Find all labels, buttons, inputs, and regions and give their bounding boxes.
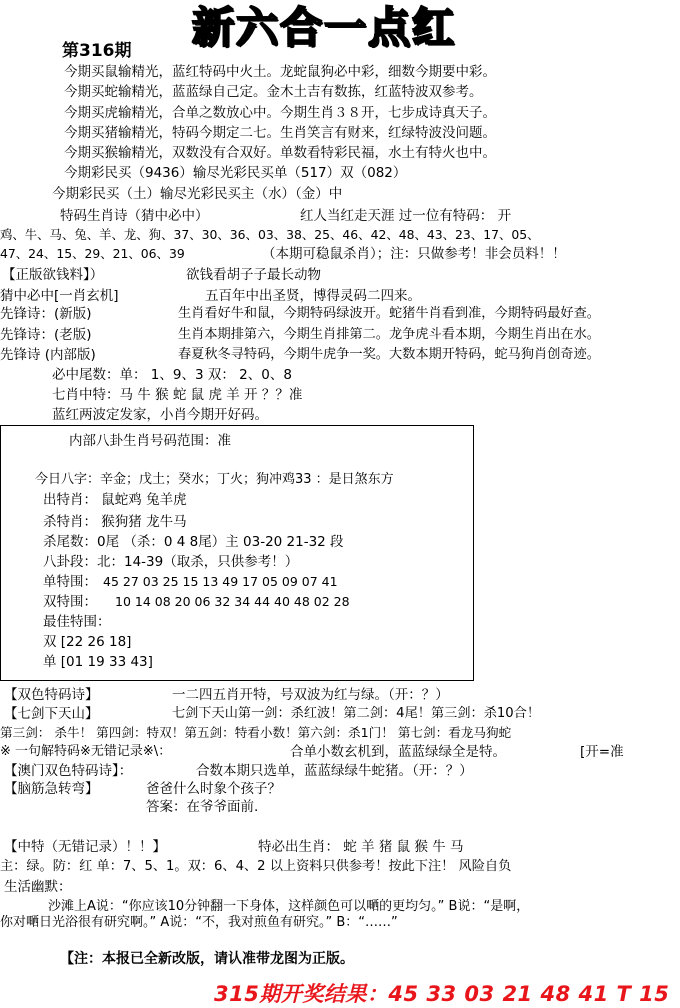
zhu-line: 主：绿。防：红 单：7、5、1。双：6、4、2 以上资料只供参考！按此下注！ 风险自负 [0,859,512,874]
verse-line: 今期买猪输精光，特码今期定二七。生肖笑言有财来，红绿特波没问题。 [64,125,496,141]
best-dan: 单 [01 19 33 43] [43,654,153,670]
dan-label: 单特围： [43,574,97,590]
shawei-line: 杀尾数：0尾 （杀：0 4 8尾）主 03-20 21-32 段 [43,534,344,550]
xianfeng-label: 先锋诗 (内部版) [0,347,96,363]
numbers-line: 鸡、牛、马、兔、羊、龙、狗、37、30、36、03、38、25、46、42、48、43、23、17、05、 [0,227,540,242]
bazi-line: 今日八字：辛金；戊土；癸水；丁火；狗冲鸡33 ：是日煞东方 [35,472,394,487]
xianfeng-text: 生肖本期排第六，今期生肖排第二。龙争虎斗看本期，今期生肖出在水。 [178,327,600,342]
xianfeng-text: 生肖看好牛和鼠，今期特码绿波开。蛇猪牛肖看到准，今期特码最好查。 [178,306,600,321]
blue-red-verse: 蓝红两波定发家，小肖今期开好码。 [52,407,268,423]
shuangse-text: 一二四五肖开特，号双波为红与绿。（开：？） [172,687,449,703]
numbers-line: 47、24、15、29、21、06、39 [0,246,185,261]
bagua-line: 八卦段：北：14-39（取杀，只供参考！） [43,554,299,570]
yiju-result: [开=准 [580,744,624,760]
chu-line: 出特肖： 鼠蛇鸡 兔羊虎 [43,492,187,508]
qijian-text: 七剑下天山第一剑：杀红波！第二剑：4尾！第三剑：杀10合！ [172,706,541,721]
verse-line: 今期彩民买（土）输尽光彩民买主（水）（金）中 [52,186,343,202]
brain-question: 爸爸什么时象个孩子？ [146,781,281,797]
yiju-label: ※ 一句解特码※无错记录※\： [0,744,172,759]
guess-text: 五百年中出圣贤，博得灵码二四来。 [205,288,421,304]
zhongte-label: 【中特（无错记录）！！】 [4,839,166,855]
guess-label: 猜中必中[一肖玄机] [0,288,119,304]
verse-line: 今期买鼠输精光，蓝红特码中火土。龙蛇鼠狗必中彩，细数今期要中彩。 [64,64,496,80]
sha-line: 杀特肖： 猴狗猪 龙牛马 [43,514,187,530]
zhengban-text: 欲钱看胡子子最长动物 [186,267,321,283]
shuangse-label: 【双色特码诗】 [4,687,99,703]
notice-line: 【注：本报已全新改版，请认准带龙图为正版。 [60,951,354,967]
macau-text: 合数本期只选单，蓝蓝绿绿牛蛇猪。（开：？） [196,763,473,779]
zhengban-label: 【正版欲钱料】） [2,267,104,283]
box-title: 内部八卦生肖号码范围：准 [69,433,231,449]
best-label: 最佳特围： [43,614,111,630]
shuang-numbers: 10 14 08 20 06 32 34 44 40 48 02 28 [115,594,350,609]
shuang-label: 双特围： [43,594,97,610]
zhongte-text: 特必出生肖： 蛇 羊 猪 鼠 猴 牛 马 [258,839,464,855]
dan-numbers: 45 27 03 25 15 13 49 17 05 09 07 41 [103,574,338,589]
xianfeng-label: 先锋诗：(新版) [0,306,92,322]
brain-answer: 答案：在爷爷面前. [146,799,259,815]
page-title: 新六合一点红 [192,3,457,52]
qijian-line: 第三剑： 杀牛！ 第四剑：特双！第五剑：特看小数！第六剑：杀1门！ 第七剑：看龙马狗蛇 [0,725,512,740]
bagua-box [0,425,474,681]
best-shuang: 双 [22 26 18] [43,634,132,650]
macau-label: 【澳门双色特码诗】： [4,763,133,779]
brain-label: 【脑筋急转弯】 [4,781,99,797]
special-verse-label: 特码生肖诗（猜中必中） [60,208,209,224]
life-label: 生活幽默： [4,879,72,895]
yiju-text: 合单小数玄机到，蓝蓝绿绿全是特。 [290,744,506,760]
verse-line: 今期买猴输精光，双数没有合双好。单数看特彩民福，水土有特火也中。 [64,145,496,161]
joke-line: 你对嗮日光浴很有研究啊。” A说：“不，我对煎鱼有研究。” B：“……” [0,915,398,930]
issue-number: 第316期 [62,41,132,61]
qijian-label: 【七剑下天山】 [4,706,99,722]
joke-line: 沙滩上A说：“你应该10分钟翻一下身体，这样颜色可以嗮的更均匀。” B说：“是啊， [48,899,530,914]
verse-line: 今期彩民买（9436）输尽光彩民买单（517）双（082） [64,165,407,181]
verse-line: 今期买蛇输精光，蓝蓝绿自己定。金木土吉有数拣，红蓝特波双参考。 [64,84,483,100]
draw-result: 315期开奖结果：45 33 03 21 48 41 T 15 [214,982,670,1006]
tail-numbers: 必中尾数：单： 1、9、3 双： 2、0、8 [52,367,292,383]
seven-zodiac: 七肖中特：马 牛 猴 蛇 鼠 虎 羊 开 ？？准 [52,387,303,403]
special-verse-text: 红人当红走天涯 过一位有特码： 开 [300,208,512,224]
xianfeng-text: 春夏秋冬寻特码，今期牛虎争一奖。大数本期开特码，蛇马狗肖创奇迹。 [178,347,600,362]
verse-line: 今期买虎输精光，合单之数放心中。今期生肖３８开，七步成诗真天子。 [64,105,496,121]
numbers-note: （本期可稳鼠杀肖）；注：只做参考！非会员料！！ [262,246,566,262]
xianfeng-label: 先锋诗：(老版) [0,327,92,343]
